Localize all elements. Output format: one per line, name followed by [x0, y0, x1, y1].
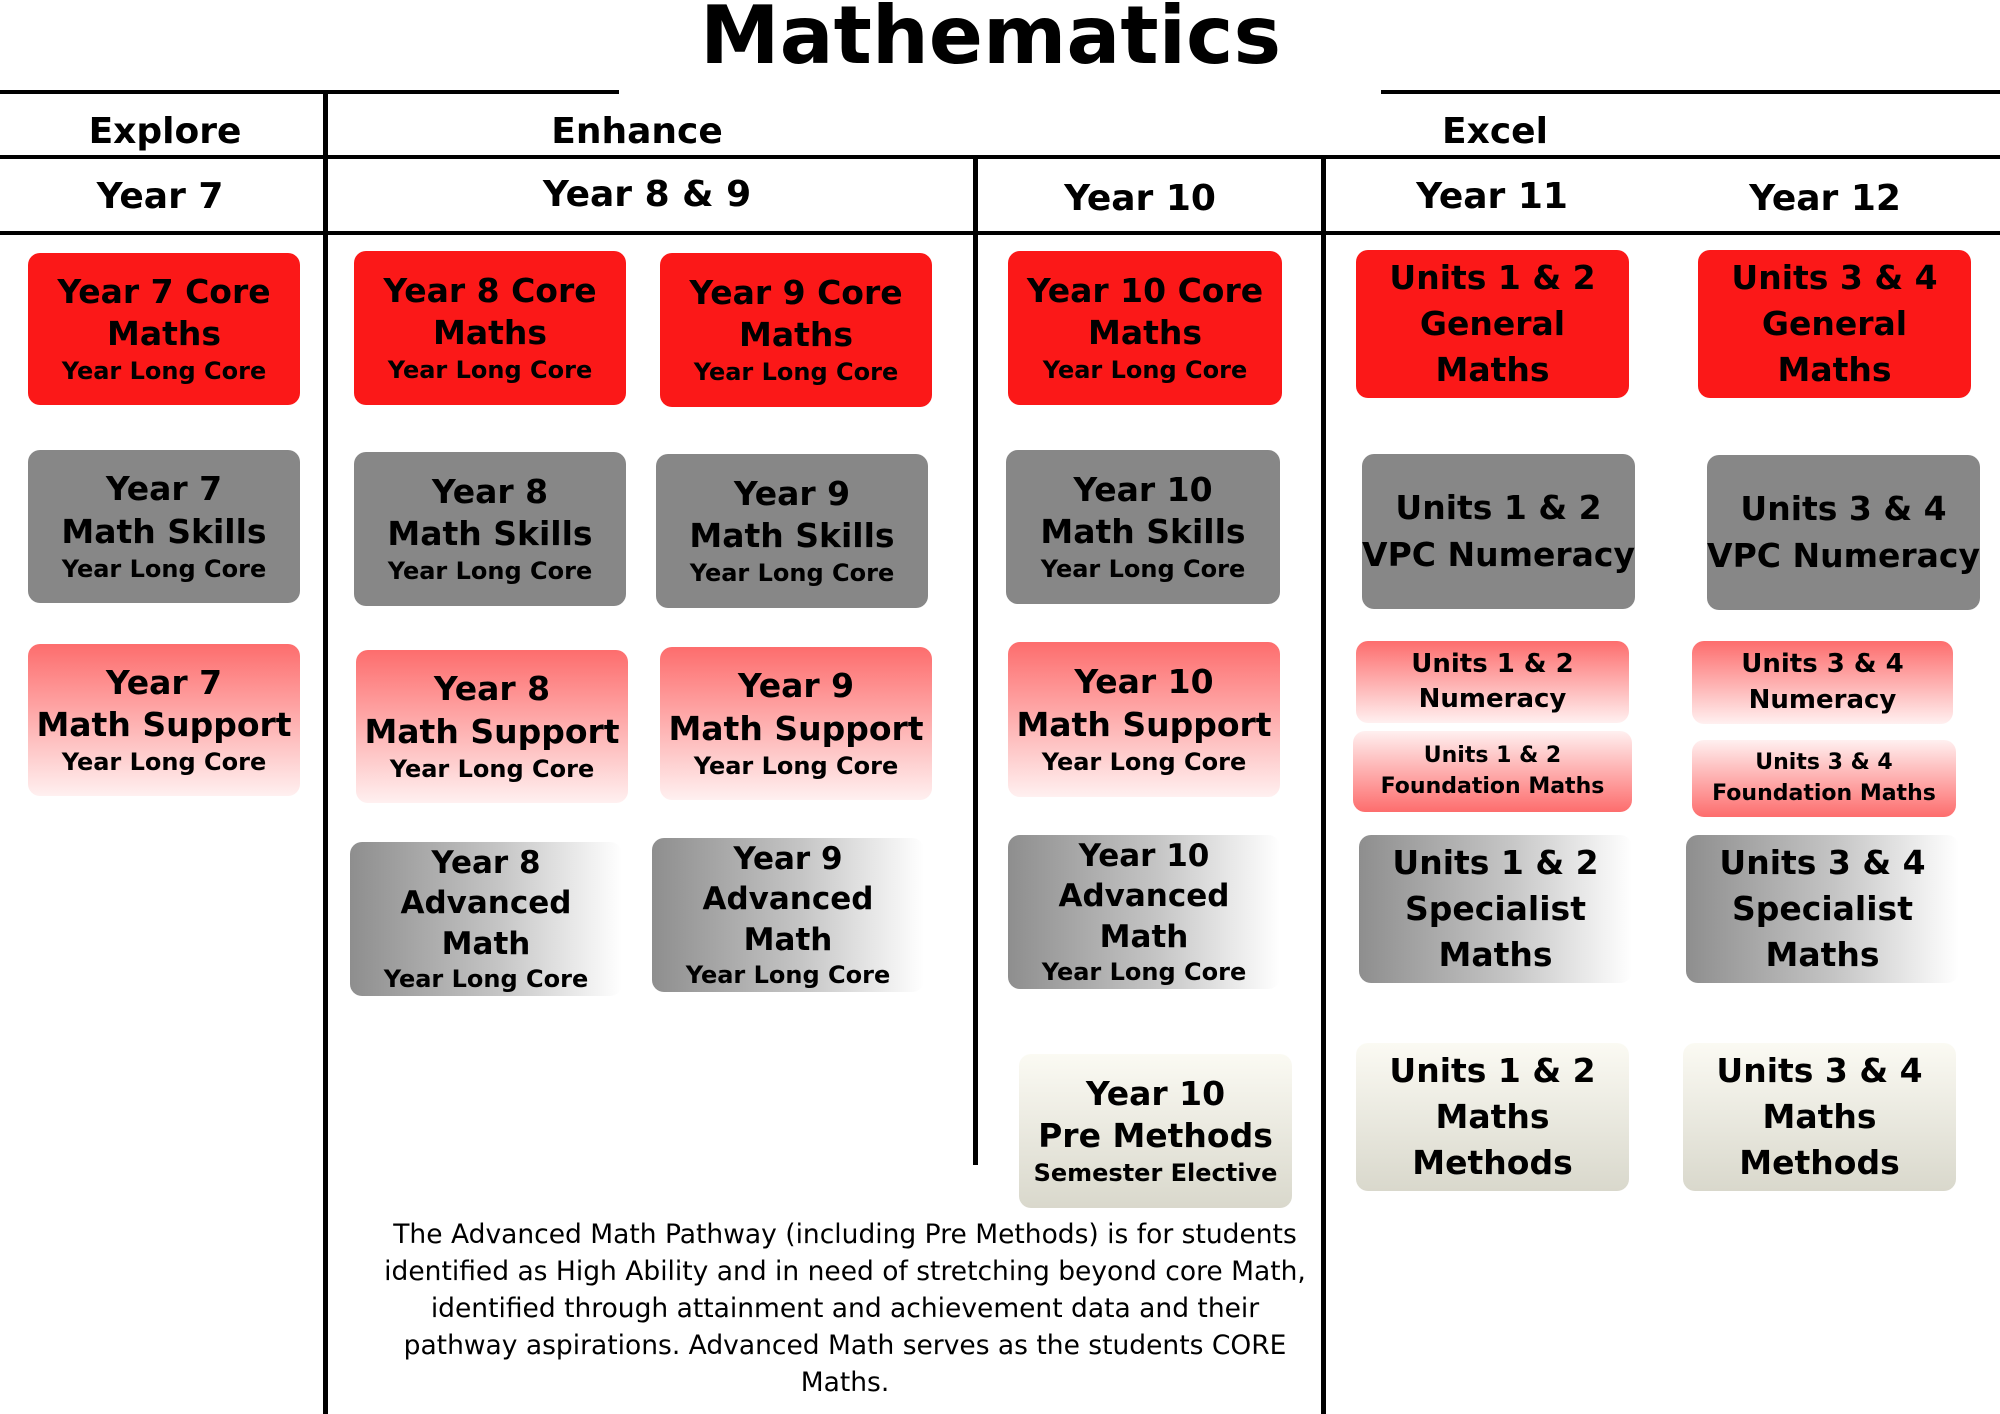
course-duration: Year Long Core — [685, 960, 891, 989]
course-line: Units 1 & 2 — [1423, 742, 1562, 768]
course-line: Math Skills — [387, 514, 593, 554]
course-line: Units 3 & 4 — [1719, 842, 1926, 882]
course-line: Math Skills — [1040, 512, 1246, 552]
course-line: Year 9 — [733, 473, 851, 513]
course-line: Foundation Maths — [1712, 780, 1936, 806]
phase-enhance: Enhance — [551, 111, 723, 152]
course-line: Methods — [1739, 1143, 1900, 1183]
course-line: Math Support — [364, 711, 620, 751]
course-duration: Semester Elective — [1033, 1159, 1278, 1188]
course-duration: Year Long Core — [693, 751, 899, 780]
course-year8-advanced-math — [350, 842, 622, 996]
course-duration: Year Long Core — [387, 356, 593, 385]
course-line: Maths — [1087, 313, 1203, 353]
divider-year89-year10 — [973, 157, 978, 1165]
course-duration: Year Long Core — [389, 754, 595, 783]
year-header-10: Year 10 — [1064, 178, 1216, 219]
course-units12-specialist-maths — [1359, 835, 1632, 983]
divider-enhance-excel — [1321, 157, 1326, 1414]
course-year7-core-maths — [28, 253, 300, 405]
course-line: Math — [1099, 918, 1189, 955]
course-units34-foundation-maths — [1692, 740, 1956, 817]
title-rule-left — [0, 90, 619, 94]
course-duration: Year Long Core — [383, 964, 589, 993]
course-line: Units 1 & 2 — [1389, 257, 1596, 297]
course-line: Maths — [1435, 1096, 1550, 1136]
course-year8-core-maths — [354, 251, 626, 405]
year-header-8-9: Year 8 & 9 — [542, 174, 752, 215]
course-line: Year 7 — [105, 662, 223, 702]
course-units12-maths-methods — [1356, 1043, 1629, 1191]
course-year10-advanced-math — [1008, 835, 1280, 989]
course-line: Units 1 & 2 — [1392, 842, 1599, 882]
course-line: Units 1 & 2 — [1411, 648, 1574, 679]
course-line: General — [1419, 303, 1566, 343]
course-units12-numeracy — [1356, 641, 1629, 723]
course-line: Specialist — [1405, 888, 1586, 928]
course-line: Math Support — [668, 708, 924, 748]
course-line: Year 10 — [1085, 1073, 1226, 1113]
course-units34-general-maths — [1698, 250, 1971, 398]
course-duration: Year Long Core — [1040, 555, 1246, 584]
course-duration: Year Long Core — [1041, 747, 1247, 776]
year-header-7: Year 7 — [96, 176, 224, 217]
course-line: Maths — [738, 315, 854, 355]
course-line: Math Skills — [689, 516, 895, 556]
course-duration: Year Long Core — [689, 559, 895, 588]
course-year9-advanced-math — [652, 838, 924, 992]
course-line: Maths — [1435, 350, 1550, 390]
course-line: VPC Numeracy — [1707, 535, 1980, 575]
course-year7-math-support — [28, 644, 300, 796]
course-year10-math-skills — [1006, 450, 1280, 604]
phase-rule — [0, 155, 2000, 159]
course-line: Units 3 & 4 — [1740, 489, 1947, 529]
course-year10-pre-methods — [1019, 1054, 1292, 1208]
course-units12-foundation-maths — [1353, 731, 1632, 812]
course-line: Methods — [1412, 1143, 1573, 1183]
course-line: Year 9 Core — [689, 272, 903, 312]
course-line: Year 9 — [733, 840, 843, 877]
course-line: Foundation Maths — [1380, 773, 1605, 799]
course-line: Units 3 & 4 — [1731, 257, 1938, 297]
course-line: Year 10 Core — [1026, 270, 1264, 310]
course-line: Maths — [432, 313, 548, 353]
course-units34-maths-methods — [1683, 1043, 1956, 1191]
course-line: Maths — [106, 314, 222, 354]
year-header-11: Year 11 — [1416, 176, 1568, 217]
course-units12-vpc-numeracy — [1362, 454, 1635, 609]
course-duration: Year Long Core — [1041, 957, 1247, 986]
course-line: Maths — [1765, 935, 1880, 975]
course-units34-specialist-maths — [1686, 835, 1959, 983]
course-units12-general-maths — [1356, 250, 1629, 398]
course-line: Math Support — [36, 705, 292, 745]
year-header-12: Year 12 — [1749, 178, 1901, 219]
course-line: Year 8 — [431, 471, 549, 511]
year-rule — [0, 231, 2000, 235]
course-line: Advanced — [400, 885, 572, 922]
course-duration: Year Long Core — [61, 357, 267, 386]
course-line: Year 7 Core — [57, 271, 271, 311]
course-line: Maths — [1762, 1096, 1877, 1136]
course-line: Year 10 — [1073, 469, 1213, 509]
course-line: Units 3 & 4 — [1716, 1050, 1923, 1090]
page-title: Mathematics — [700, 0, 1282, 82]
course-duration: Year Long Core — [61, 554, 267, 583]
course-line: Math — [441, 925, 531, 962]
course-line: Maths — [1777, 350, 1892, 390]
title-rule-right — [1381, 90, 2000, 94]
course-line: Units 3 & 4 — [1741, 649, 1904, 680]
course-year9-math-support — [660, 647, 932, 800]
course-duration: Year Long Core — [1042, 356, 1248, 385]
course-line: Advanced — [702, 881, 874, 918]
course-line: Math Skills — [61, 511, 267, 551]
course-line: Year 9 — [737, 666, 855, 706]
divider-explore-enhance — [323, 92, 328, 1414]
course-year9-math-skills — [656, 454, 928, 608]
course-line: Units 1 & 2 — [1389, 1050, 1596, 1090]
course-year10-math-support — [1008, 642, 1280, 797]
course-units34-numeracy — [1692, 641, 1953, 724]
course-year8-math-support — [356, 650, 628, 803]
course-line: Math Support — [1016, 704, 1272, 744]
course-line: VPC Numeracy — [1362, 534, 1635, 574]
course-line: Year 10 — [1078, 837, 1210, 874]
course-line: Maths — [1438, 935, 1553, 975]
course-line: Year 8 — [431, 844, 541, 881]
course-line: Year 7 — [105, 469, 223, 509]
course-line: Math — [743, 921, 833, 958]
course-line: Units 1 & 2 — [1395, 488, 1602, 528]
course-duration: Year Long Core — [387, 557, 593, 586]
course-line: Units 3 & 4 — [1755, 749, 1893, 775]
course-line: Advanced — [1058, 878, 1230, 915]
course-year10-core-maths — [1008, 251, 1282, 405]
course-duration: Year Long Core — [61, 748, 267, 777]
course-year7-math-skills — [28, 450, 300, 603]
course-line: Pre Methods — [1038, 1116, 1273, 1156]
course-line: Numeracy — [1418, 684, 1567, 714]
course-year8-math-skills — [354, 452, 626, 606]
course-line: Year 8 — [433, 669, 551, 709]
course-duration: Year Long Core — [693, 358, 899, 387]
course-line: Year 10 — [1074, 662, 1214, 702]
course-line: General — [1761, 303, 1908, 343]
phase-explore: Explore — [88, 111, 242, 152]
phase-excel: Excel — [1442, 111, 1548, 152]
course-line: Numeracy — [1748, 684, 1897, 715]
course-line: Specialist — [1732, 888, 1913, 928]
advanced-pathway-note: The Advanced Math Pathway (including Pre Methods) is for students identified as High Ability and in need of stretching beyond core Math, identified through attainment and achievement data and their pathway aspirations. Advanced Math serves as the students CORE Maths. — [384, 1219, 1306, 1398]
course-line: Year 8 Core — [383, 270, 597, 310]
course-units34-vpc-numeracy — [1707, 455, 1980, 610]
course-year9-core-maths — [660, 253, 932, 407]
